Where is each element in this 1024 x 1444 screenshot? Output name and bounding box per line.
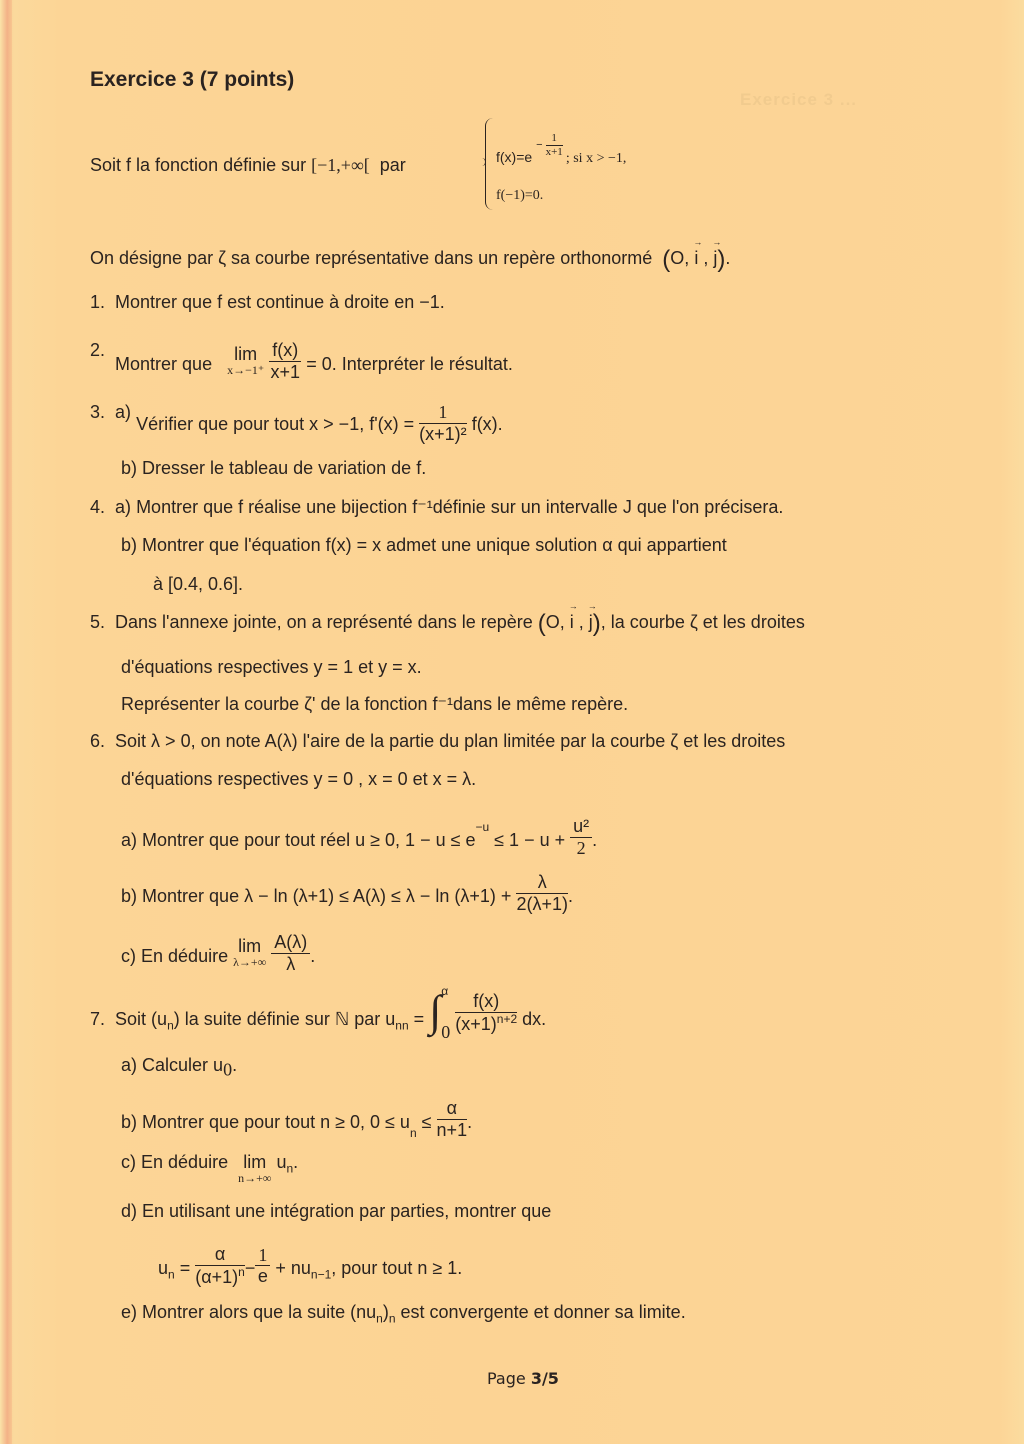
q-text: Montrer que pour tout réel u ≥ 0, 1 − u ≤ e xyxy=(142,829,476,850)
lim: lim xyxy=(238,936,262,956)
par-word: par xyxy=(379,155,406,175)
part-label: b) xyxy=(121,535,138,555)
frame: O, → i , → j xyxy=(670,248,717,268)
question-6 xyxy=(90,731,785,752)
q-num: 4. xyxy=(90,497,106,517)
part-label: b) xyxy=(121,885,138,906)
question-7d-equation: $u_n$ = $\frac{\alpha}{(\alpha+1)^n}$ − $\frac{1}{e}$ + $nu_{n-1}$, pour tout n ≥ 1. xyxy=(158,1244,463,1287)
lim: lim xyxy=(243,1152,267,1172)
den: n+1 xyxy=(436,1119,468,1140)
q-num: 3. xyxy=(90,401,106,422)
part-label: c) xyxy=(121,945,136,966)
q-text: Montrer que λ − ln (λ+1) ≤ A(λ) ≤ λ − ln (λ+1) + xyxy=(142,885,512,906)
part-label: b) xyxy=(121,1111,138,1132)
period: . xyxy=(293,1152,299,1172)
question-5-line2: d'équations respectives y = 1 et y = x. xyxy=(121,657,422,677)
show-through-text: Exercice 3 ... xyxy=(740,90,858,109)
integral-bounds xyxy=(441,985,450,1041)
lim-sub: x→−1⁺ xyxy=(227,363,265,377)
part-label: a) xyxy=(121,1055,138,1075)
curve-intro: On désigne par ζ sa courbe représentative dans un repère orthonormé (O, → i , → j). xyxy=(90,246,730,274)
fraction xyxy=(455,991,517,1034)
period: . xyxy=(232,1055,238,1075)
part-label: b) xyxy=(121,458,138,478)
upper: α xyxy=(441,984,449,998)
part-label: a) xyxy=(115,497,132,517)
sub: n xyxy=(409,1125,417,1140)
num: α xyxy=(437,1098,468,1120)
num: A(λ) xyxy=(271,932,310,954)
q-text: En déduire xyxy=(141,1152,229,1172)
part-label: d) xyxy=(121,1201,138,1221)
exponent: − 1 x+1 xyxy=(536,132,563,158)
period: . xyxy=(467,1111,473,1132)
num: λ xyxy=(516,872,568,894)
question-3a xyxy=(90,392,503,444)
num: α xyxy=(195,1244,245,1266)
exp-fraction xyxy=(546,132,563,158)
q-text-mid: ≤ xyxy=(416,1111,432,1132)
q-text: Dresser le tableau de variation de f. xyxy=(142,458,427,478)
part-label: c) xyxy=(121,1152,136,1172)
lower: 0 xyxy=(441,1022,451,1042)
case1-condition: ; si x > −1, xyxy=(565,151,627,167)
eq-after: , pour tout n ≥ 1. xyxy=(331,1258,463,1279)
q-text-mid: ≤ 1 − u + xyxy=(489,829,566,850)
den: λ xyxy=(286,953,296,974)
fraction xyxy=(516,872,568,914)
period: . xyxy=(567,885,573,906)
question-2 xyxy=(90,330,513,382)
q-text: Vérifier que pour tout x > −1, f'(x) = xyxy=(136,413,415,434)
q-text-after: f(x). xyxy=(471,413,503,434)
question-7e: e) Montrer alors que la suite $(nu_n)_n$ est convergente et donner sa limite. xyxy=(121,1302,686,1326)
limit xyxy=(227,344,264,378)
u: u xyxy=(276,1152,287,1172)
q-text: Soit λ > 0, on note A(λ) l'aire de la partie du plan limitée par la courbe ζ et les droites xyxy=(115,731,786,751)
den xyxy=(455,1013,517,1035)
den xyxy=(195,1266,245,1288)
den: x+1 xyxy=(270,361,300,382)
num: f(x) xyxy=(269,340,301,362)
tail: + nu xyxy=(275,1258,311,1279)
eq-tail xyxy=(275,1258,463,1283)
fraction xyxy=(269,340,301,382)
exp-num: 1 xyxy=(546,132,563,146)
sub: n xyxy=(168,1268,175,1283)
q-text: Montrer que f est continue à droite en −1. xyxy=(115,292,445,312)
page-number xyxy=(487,1369,559,1388)
question-6c xyxy=(121,922,316,974)
num: u² xyxy=(570,816,592,838)
case1-lhs: f(x)=e xyxy=(496,149,533,166)
q-num: 2. xyxy=(90,339,106,360)
question-4b-cont: à [0.4, 0.6]. xyxy=(153,574,244,594)
question-7d xyxy=(121,1201,551,1222)
period: . xyxy=(310,945,316,966)
question-7 xyxy=(90,985,546,1041)
q-text: En utilisant une intégration par parties, montrer que xyxy=(142,1201,552,1221)
question-5-line3: Représenter la courbe ζ' de la fonction f⁻¹dans le même repère. xyxy=(121,694,629,714)
page-label: Page xyxy=(487,1369,526,1388)
question-4a xyxy=(90,497,783,518)
limit xyxy=(238,1152,271,1186)
q-num: 5. xyxy=(90,612,106,632)
page-value: 3/5 xyxy=(530,1369,559,1388)
question-7c xyxy=(121,1152,298,1186)
tail-sub: n−1 xyxy=(310,1268,332,1283)
num: f(x) xyxy=(455,991,517,1013)
fraction xyxy=(419,402,467,444)
sub: n xyxy=(286,1161,294,1176)
den-exp: n xyxy=(238,1264,245,1279)
q-text: Dans l'annexe jointe, on a représenté dans le repère xyxy=(115,612,533,632)
den-base: (α+1) xyxy=(195,1266,239,1287)
q-text-after: = 0. Interpréter le résultat. xyxy=(306,353,513,374)
question-6b xyxy=(121,862,573,914)
part-label: a) xyxy=(121,829,138,850)
q-num: 6. xyxy=(90,731,106,751)
q-num: 1. xyxy=(90,292,106,312)
den-exp: n+2 xyxy=(496,1011,518,1026)
q-text-b: ) la suite définie sur ℕ par u xyxy=(173,1009,396,1030)
den-base: (x+1) xyxy=(455,1013,497,1034)
exp-den: x+1 xyxy=(545,145,563,158)
eq-lhs: $u_n$ = xyxy=(158,1258,191,1283)
limit xyxy=(233,936,266,970)
u: u xyxy=(158,1258,169,1279)
part-label: a) xyxy=(115,401,132,422)
q-text: Montrer alors que la suite (nu xyxy=(142,1302,377,1322)
domain: [−1,+∞[ xyxy=(311,155,370,175)
den: e xyxy=(257,1266,268,1287)
fraction-2 xyxy=(255,1245,270,1287)
fraction xyxy=(437,1098,468,1140)
den: (x+1)² xyxy=(419,423,467,444)
q-text: Calculer u xyxy=(142,1055,224,1075)
exercise-title: Exercice 3 (7 points) xyxy=(90,68,295,91)
frame: O, → i , → j xyxy=(546,612,593,632)
question-5: 5. Dans l'annexe jointe, on a représenté dans le repère (O, → i , → j), la courbe ζ et les droites xyxy=(90,610,805,638)
question-3b xyxy=(121,458,426,479)
q-text-after: est convergente et donner sa limite. xyxy=(395,1302,686,1322)
fraction xyxy=(271,932,310,974)
q-text-after: , la courbe ζ et les droites xyxy=(600,612,805,632)
case-1 xyxy=(496,132,627,172)
num: 1 xyxy=(419,402,467,424)
lim-sub: n→+∞ xyxy=(238,1171,272,1185)
q-text: Montrer que l'équation f(x) = x admet une unique solution α qui appartient xyxy=(142,535,727,555)
question-7b xyxy=(121,1088,473,1140)
curve-intro-text: On désigne par ζ sa courbe représentative dans un repère orthonormé xyxy=(90,248,653,268)
lim-sub: λ→+∞ xyxy=(233,955,267,969)
q-text-a: Soit (u xyxy=(115,1009,168,1030)
fraction xyxy=(570,816,592,858)
dx: dx. xyxy=(522,1009,547,1030)
case-2: f(−1)=0. xyxy=(496,188,544,203)
lim: lim xyxy=(234,344,258,364)
exponent: −u xyxy=(475,819,490,834)
definition-intro xyxy=(90,155,406,176)
den: 2(λ+1) xyxy=(516,893,568,914)
part-label: e) xyxy=(121,1302,138,1322)
question-6-line2: d'équations respectives y = 0 , x = 0 et x = λ. xyxy=(121,769,477,789)
question-1 xyxy=(90,292,445,313)
sub: 0 xyxy=(223,1059,233,1080)
brace xyxy=(485,118,494,210)
fraction-1 xyxy=(195,1244,245,1287)
question-4b xyxy=(121,535,727,556)
q-num: 7. xyxy=(90,1009,106,1030)
q-text: En déduire xyxy=(141,945,229,966)
num: 1 xyxy=(255,1245,270,1267)
q-text: Soit $(u_n)$ la suite définie sur ℕ par $u_{nn}$ = xyxy=(115,1009,425,1034)
period: . xyxy=(592,829,598,850)
question-6a xyxy=(121,806,598,858)
den: 2 xyxy=(576,837,586,858)
definition-text: Soit f la fonction définie sur xyxy=(90,155,307,175)
integral-sign: ∫ xyxy=(429,986,442,1036)
question-7a xyxy=(121,1055,237,1081)
page-edge xyxy=(0,0,12,1444)
q-text: Montrer que xyxy=(115,353,213,374)
q-text: Montrer que f réalise une bijection f⁻¹définie sur un intervalle J que l'on précisera. xyxy=(136,497,784,517)
q-text: Montrer que pour tout n ≥ 0, 0 ≤ u xyxy=(142,1111,410,1132)
